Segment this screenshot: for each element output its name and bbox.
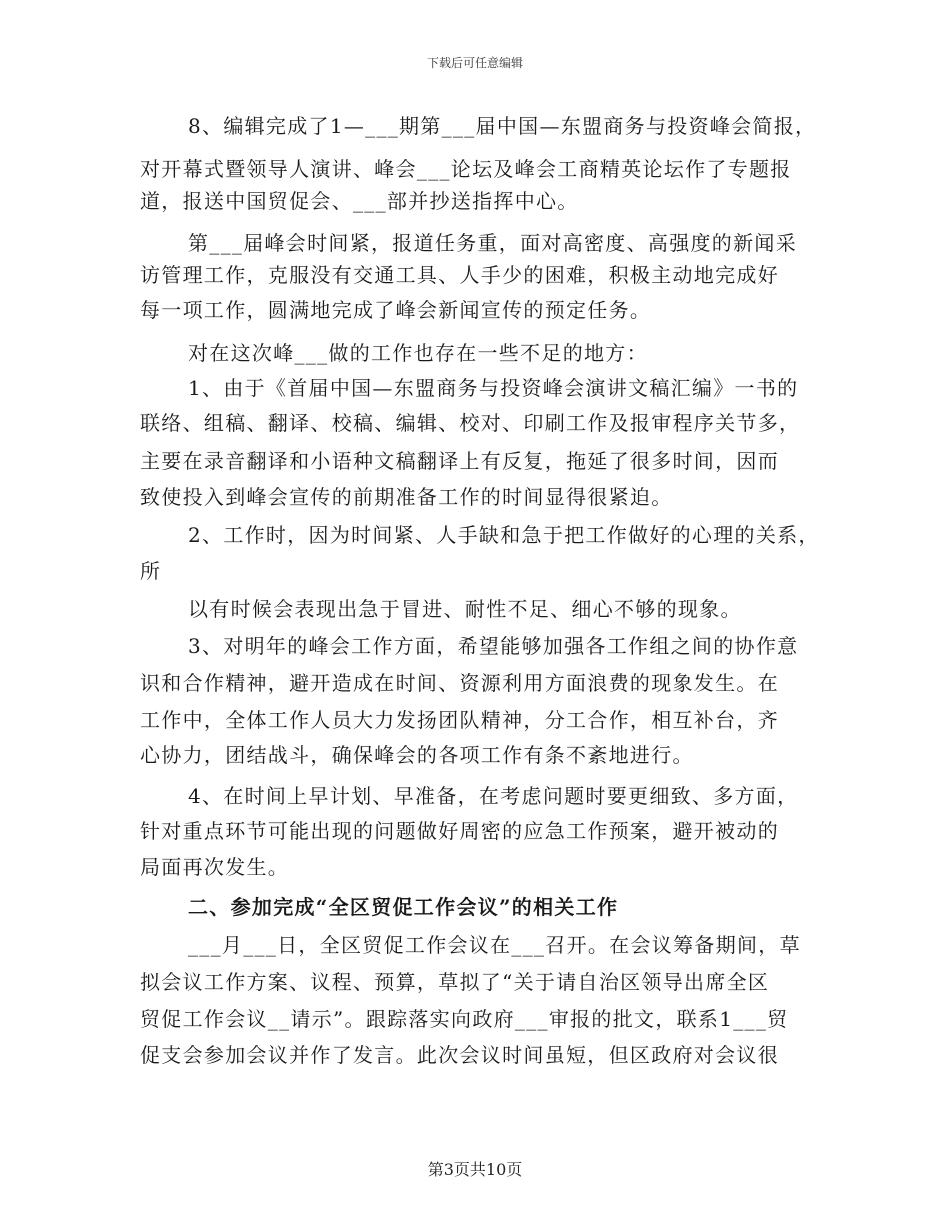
body-line: 局面再次发生。 — [140, 855, 290, 879]
body-line: 1、由于《首届中国—东盟商务与投资峰会演讲文稿汇编》一书的 — [188, 376, 799, 400]
body-line: 3、对明年的峰会工作方面，希望能够加强各工作组之间的协作意 — [188, 634, 799, 658]
body-line: 对开幕式暨领导人演讲、峰会___论坛及峰会工商精英论坛作了专题报 — [140, 157, 792, 181]
body-line: 道，报送中国贸促会、___部并抄送指挥中心。 — [140, 189, 579, 213]
body-line: 拟会议工作方案、议程、预算，草拟了“关于请自治区领导出席全区 — [140, 970, 770, 994]
body-line: 对在这次峰___做的工作也存在一些不足的地方： — [188, 341, 648, 365]
body-line: 每一项工作，圆满地完成了峰会新闻宣传的预定任务。 — [140, 298, 652, 322]
body-line: ___月___日，全区贸促工作会议在___召开。在会议筹备期间，草 — [188, 933, 801, 957]
body-line: 致使投入到峰会宣传的前期准备工作的时间显得很紧迫。 — [140, 485, 673, 509]
body-line: 识和合作精神，避开造成在时间、资源利用方面浪费的现象发生。在 — [140, 671, 779, 695]
body-line: 联络、组稿、翻译、校稿、编辑、校对、印刷工作及报审程序关节多， — [140, 411, 801, 435]
body-line: 促支会参加会议并作了发言。此次会议时间虽短，但区政府对会议很 — [140, 1043, 779, 1067]
body-line: 心协力，团结战斗，确保峰会的各项工作有条不紊地进行。 — [140, 743, 694, 767]
page-footer: 第3页共10页 — [427, 1160, 523, 1179]
body-line: 所 — [140, 559, 162, 583]
body-line: 4、在时间上早计划、早准备，在考虑问题时要更细致、多方面， — [188, 784, 799, 808]
body-line: 以有时候会表现出急于冒进、耐性不足、细心不够的现象。 — [188, 597, 742, 621]
body-line: 针对重点环节可能出现的问题做好周密的应急工作预案，避开被动的 — [140, 819, 779, 843]
body-line: 访管理工作，克服没有交通工具、人手少的困难，积极主动地完成好 — [140, 263, 779, 287]
body-line: 8、编辑完成了1—___期第___届中国—东盟商务与投资峰会简报， — [188, 114, 817, 138]
section-heading: 二、参加完成“全区贸促工作会议”的相关工作 — [188, 895, 619, 919]
body-line: 第___届峰会时间紧，报道任务重，面对高密度、高强度的新闻采 — [188, 231, 797, 255]
page-header: 下载后可任意编辑 — [426, 56, 523, 70]
body-line: 2、工作时，因为时间紧、人手缺和急于把工作做好的心理的关系， — [188, 523, 820, 547]
body-line: 工作中，全体工作人员大力发扬团队精神，分工合作，相互补台，齐 — [140, 708, 779, 732]
body-line: 主要在录音翻译和小语种文稿翻译上有反复，拖延了很多时间，因而 — [140, 449, 779, 473]
body-line: 贸促工作会议__请示”。跟踪落实向政府___审报的批文，联系1___贸 — [140, 1007, 789, 1031]
